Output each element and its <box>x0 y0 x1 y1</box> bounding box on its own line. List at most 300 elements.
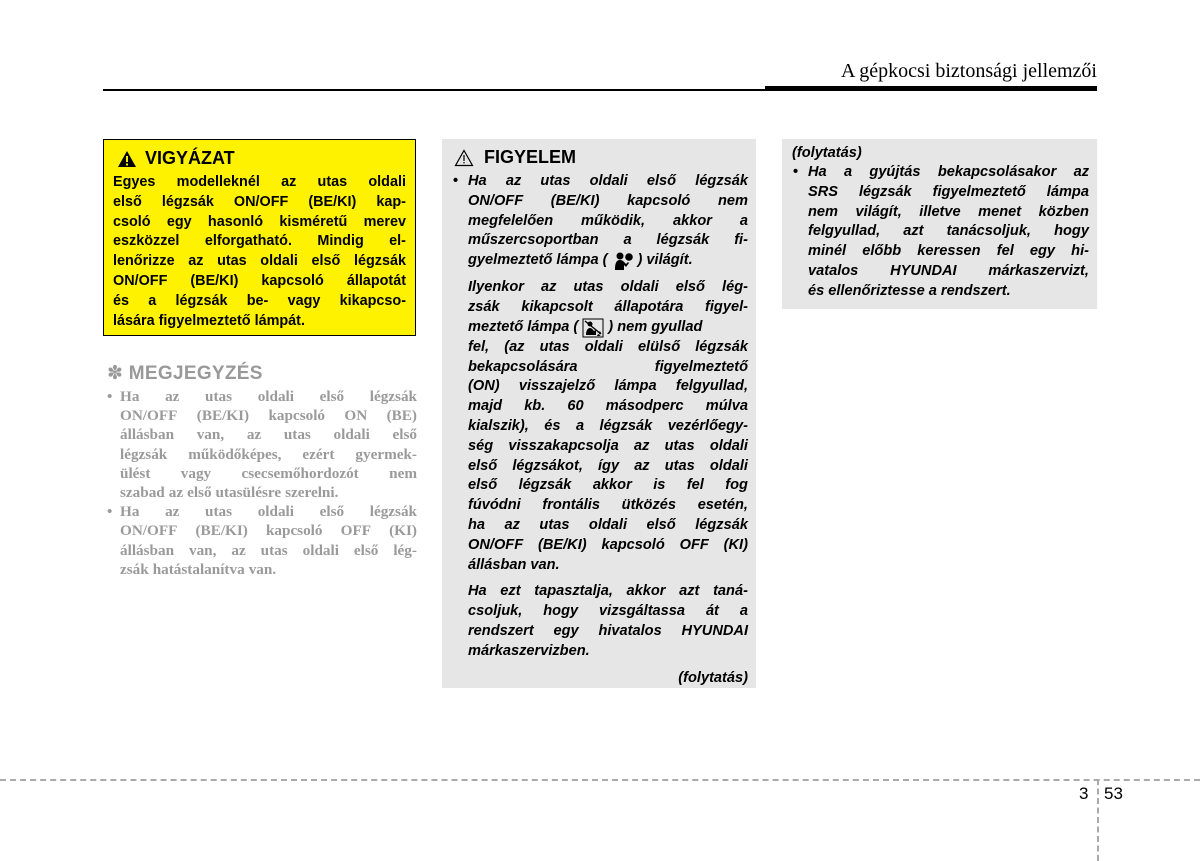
text-line <box>452 516 748 536</box>
word: ezért <box>302 445 335 463</box>
word: utas <box>205 503 233 521</box>
word: (KI) <box>389 522 417 540</box>
word: utas <box>539 338 570 355</box>
word: utas <box>539 516 570 533</box>
word: Egyes <box>113 174 156 190</box>
word: ON <box>344 407 368 425</box>
word: figyel- <box>705 298 748 315</box>
word: utas <box>540 173 571 189</box>
word: légzsák <box>599 417 653 434</box>
word: egy <box>1029 243 1056 260</box>
word: hasonló <box>207 213 264 230</box>
word: légzsákot, <box>512 457 583 474</box>
airbag-off-icon <box>582 318 604 338</box>
word: légzsák <box>518 477 572 494</box>
bullet-marker: • <box>453 173 459 189</box>
word: egy <box>166 213 192 230</box>
word: vizsgáltassa <box>599 603 686 620</box>
text-line <box>107 521 417 540</box>
continuation-box <box>782 139 1097 309</box>
word: az <box>281 174 297 190</box>
note-heading: ✽ MEGJEGYZÉS <box>107 363 263 384</box>
word: hatástalanítva <box>152 560 245 578</box>
page-header-title: A gépkocsi biztonsági jellemzői <box>840 60 1097 82</box>
word: utasülésre <box>215 484 282 502</box>
word: állapotát <box>346 272 406 289</box>
text-line <box>452 417 748 437</box>
word: ON/OFF <box>113 272 168 289</box>
svg-text:2: 2 <box>597 330 602 338</box>
word: az <box>165 388 180 405</box>
word: tapasztalja, <box>534 583 613 600</box>
word: hogy <box>1054 223 1089 240</box>
text-line <box>792 282 1089 302</box>
word: elforgatható. <box>204 233 292 250</box>
airbag-warning-icon <box>612 251 634 271</box>
word: akkor <box>673 212 712 229</box>
word: visszakapcsolja <box>508 437 619 454</box>
word: kapcsoló <box>601 536 665 553</box>
word: első <box>468 457 498 474</box>
word: a <box>739 212 748 229</box>
word: légzsák <box>353 253 406 270</box>
word: ON/OFF <box>120 407 178 425</box>
word: csoljuk, <box>468 603 523 620</box>
word: műszercsoportban <box>468 232 599 249</box>
word: keressen <box>917 243 981 260</box>
word: ütközés <box>621 497 676 514</box>
text-line <box>452 622 748 642</box>
word: hivatalos <box>598 622 662 639</box>
word: Ilyenkor <box>468 279 524 296</box>
text-line <box>452 437 748 457</box>
word: csecsemőhordozót <box>241 464 359 482</box>
word: felgyullad, <box>808 223 881 240</box>
word: ON/OFF <box>468 536 524 553</box>
word: illetve <box>919 203 961 220</box>
text-line <box>107 387 417 406</box>
word: merev <box>363 213 406 230</box>
word: utas <box>217 253 247 270</box>
header-rule-thick <box>765 86 1097 91</box>
word: kikapcso- <box>339 292 406 309</box>
word: az <box>1073 164 1089 180</box>
chapter-number: 3 <box>1079 784 1089 803</box>
word: akkor <box>626 583 666 600</box>
word: vatalos <box>808 262 859 279</box>
text-line <box>792 222 1089 242</box>
word: ON/OFF <box>120 522 178 540</box>
word: légzsák <box>858 183 912 200</box>
word: légzsák <box>695 516 748 533</box>
word: fel <box>996 243 1014 260</box>
word: HYUNDAI <box>890 262 957 279</box>
continuation-heading: (folytatás) <box>792 145 862 161</box>
text-line: meztető lámpa ( 2 ) nem gyullad <box>468 318 703 338</box>
bullet-marker: • <box>107 388 113 405</box>
text-line <box>792 183 1089 203</box>
word: 60 <box>567 398 584 415</box>
word: majd <box>468 398 503 415</box>
word: eszközzel <box>113 233 180 250</box>
word: légzsák <box>369 388 417 405</box>
word: előbb <box>862 243 902 260</box>
word: hogy <box>543 603 579 620</box>
word: utas <box>205 388 233 405</box>
word: oldali <box>260 253 298 270</box>
word: oldali <box>257 503 294 521</box>
word: első <box>392 426 417 444</box>
text-line <box>113 292 406 312</box>
warning-text <box>452 172 748 662</box>
warning-triangle-icon <box>117 150 137 168</box>
word: azt <box>679 583 700 600</box>
word: vagy <box>180 464 212 482</box>
word: márkaszervizt, <box>988 262 1089 279</box>
text-line <box>452 457 748 477</box>
word: (BE/KI) <box>190 272 239 289</box>
word: az <box>541 279 557 296</box>
word: állásban <box>120 426 175 444</box>
word: légzsák <box>175 292 228 309</box>
word: kb. <box>524 398 546 415</box>
bullet-marker: • <box>107 503 113 521</box>
word: első <box>646 516 676 533</box>
word: lenőrizze <box>113 253 175 270</box>
word: Ha <box>120 503 140 521</box>
word: nem <box>808 203 839 220</box>
word: utas <box>573 279 604 296</box>
text-line <box>113 213 406 233</box>
word: van, <box>188 541 217 559</box>
word: szerelni. <box>285 484 339 502</box>
text-line <box>452 231 748 251</box>
warning-heading <box>454 147 748 168</box>
text-line <box>113 193 406 213</box>
word: ON/OFF <box>468 192 524 209</box>
word: hi- <box>1071 243 1089 260</box>
word: is <box>653 477 666 494</box>
word: gyermek- <box>355 445 417 463</box>
word: oldali <box>257 388 294 405</box>
word: kikapcsolt <box>521 298 593 315</box>
word: oldali <box>709 437 748 454</box>
text-line <box>452 476 748 496</box>
text-line <box>113 312 406 332</box>
text-line <box>452 358 748 378</box>
word: szabad <box>120 484 165 502</box>
word: működik, <box>581 212 646 229</box>
word: (KI) <box>723 536 748 553</box>
word: vagy <box>287 292 321 309</box>
word: (BE/KI) <box>537 536 587 553</box>
bullet-marker: • <box>793 164 799 180</box>
note-list-item <box>107 387 417 502</box>
word: lására <box>113 312 155 329</box>
word: SRS <box>808 183 839 200</box>
text-line: gyelmeztető lámpa ( ) világít. <box>452 251 748 271</box>
word: azt <box>903 223 924 240</box>
word: esetén, <box>697 497 748 514</box>
word: lég- <box>393 541 417 559</box>
word: frontális <box>542 497 600 514</box>
text-line <box>452 496 748 516</box>
note-list-item <box>107 502 417 579</box>
word: zsák <box>120 560 149 578</box>
word: felgyullad, <box>675 378 748 395</box>
word: gyújtás <box>869 164 921 180</box>
word: ség <box>468 437 494 454</box>
text-line <box>107 445 417 464</box>
warning-outline-icon <box>454 149 474 167</box>
caution-text <box>113 173 406 331</box>
footer-dashed-rule <box>0 779 1200 781</box>
note-section <box>107 362 417 579</box>
word: légzsák <box>695 173 748 189</box>
word: a <box>739 603 748 620</box>
word: (ON) <box>468 378 500 395</box>
word: oldali <box>589 173 628 189</box>
word: utas <box>260 541 288 559</box>
word: lámpa <box>614 378 657 395</box>
text-line <box>107 483 417 502</box>
word: Ha <box>468 583 487 600</box>
word: a <box>575 417 585 434</box>
word: első <box>353 541 379 559</box>
word: lámpát. <box>254 312 305 329</box>
text-line <box>107 425 417 444</box>
word: első <box>468 477 498 494</box>
word: kialszik), <box>468 417 529 434</box>
text-line <box>452 556 748 576</box>
word: és <box>808 282 825 299</box>
word: csoló <box>113 213 151 230</box>
text-line <box>452 536 748 556</box>
word: és <box>113 292 130 309</box>
text-line <box>452 582 748 602</box>
word: el- <box>389 233 406 250</box>
word: légzsák <box>369 503 417 521</box>
warning-title: FIGYELEM <box>484 147 577 167</box>
word: (az <box>504 338 525 355</box>
word: elülső <box>637 338 681 355</box>
word: rendszert. <box>940 282 1011 299</box>
word: az <box>168 484 184 502</box>
word: így <box>597 457 620 474</box>
word: Ha <box>808 164 827 180</box>
word: ha <box>468 516 486 533</box>
word: az <box>231 541 246 559</box>
word: kapcsoló <box>265 522 323 540</box>
word: kisméretű <box>279 213 348 230</box>
word: a <box>928 282 937 299</box>
word: Ha <box>120 388 140 405</box>
word: első <box>319 503 345 521</box>
word: légzsák <box>161 193 214 210</box>
note-text <box>107 387 417 579</box>
text-line <box>452 397 748 417</box>
word: tanácsoljuk, <box>946 223 1031 240</box>
word: a <box>843 164 853 180</box>
word: első <box>675 279 705 296</box>
text-line <box>113 252 406 272</box>
word: oldali <box>368 174 406 190</box>
text-line <box>452 602 748 622</box>
word: a <box>148 292 157 309</box>
word: zsák <box>468 298 500 315</box>
word: (BE/KI) <box>308 193 357 210</box>
word: fel, <box>468 338 490 355</box>
word: közben <box>1038 203 1089 220</box>
word: légzsák <box>120 445 168 463</box>
word: vezérlőegy- <box>667 417 748 434</box>
text-line <box>452 338 748 358</box>
word: utas <box>664 457 695 474</box>
text-line <box>792 242 1089 262</box>
word: múlva <box>705 398 748 415</box>
text-line <box>792 262 1089 282</box>
word: taná- <box>713 583 748 600</box>
text-line <box>113 173 406 193</box>
word: bekapcsolására <box>468 358 578 375</box>
word: a <box>623 232 632 249</box>
text-line <box>113 232 406 252</box>
text-line <box>452 172 748 192</box>
word: (BE/KI) <box>550 192 600 209</box>
text-line <box>792 163 1089 183</box>
word: működőképes, <box>188 445 282 463</box>
word: légzsák <box>656 232 710 249</box>
word: be- <box>246 292 269 309</box>
word: az <box>246 426 262 444</box>
continued-label: (folytatás) <box>678 669 748 686</box>
word: HYUNDAI <box>681 622 748 639</box>
word: kapcsoló <box>261 272 324 289</box>
word: állapotára <box>614 298 684 315</box>
word: és <box>544 417 561 434</box>
word: első <box>319 388 345 405</box>
caution-heading <box>117 148 406 169</box>
word: oldali <box>302 541 339 559</box>
text-line <box>452 278 748 298</box>
text-line <box>107 464 417 483</box>
word: ellenőriztesse <box>828 282 925 299</box>
word: van, <box>196 426 225 444</box>
word: oldali <box>709 457 748 474</box>
word: az <box>504 516 520 533</box>
word: van. <box>530 556 560 573</box>
word: első <box>646 173 677 189</box>
word: világít, <box>855 203 902 220</box>
word: Ha <box>468 173 487 189</box>
word: nem <box>389 464 417 482</box>
word: utas <box>664 437 695 454</box>
word: oldali <box>588 516 628 533</box>
word: át <box>705 603 719 620</box>
text-line <box>113 272 406 292</box>
text-line <box>452 642 748 662</box>
word: kapcsoló <box>268 407 326 425</box>
word: nem <box>717 192 748 209</box>
text-line <box>107 502 417 521</box>
word: lámpa <box>1046 183 1089 200</box>
text-line <box>452 192 748 212</box>
word: kap- <box>376 193 406 210</box>
word: utas <box>283 426 311 444</box>
word: márkaszervizben. <box>468 642 590 659</box>
word: első <box>311 253 341 270</box>
word: modelleknél <box>176 174 260 190</box>
word: minél <box>808 243 847 260</box>
word: az <box>165 503 180 521</box>
word: (BE/KI) <box>195 522 248 540</box>
word: utas <box>317 174 348 190</box>
word: oldali <box>584 338 623 355</box>
text-line <box>107 406 417 425</box>
text-line <box>452 377 748 397</box>
word: ON/OFF <box>233 193 289 210</box>
word: egy <box>553 622 579 639</box>
warning-box <box>442 139 756 688</box>
word: akkor <box>592 477 632 494</box>
text-line <box>452 298 748 318</box>
word: figyelmeztető <box>654 358 748 375</box>
word: OFF <box>340 522 371 540</box>
word: van. <box>248 560 277 578</box>
text-line <box>107 541 417 560</box>
word: fel <box>686 477 704 494</box>
word: oldali <box>620 279 659 296</box>
word: légzsák <box>695 338 748 355</box>
word: kapcsoló <box>627 192 691 209</box>
word: az <box>505 173 522 189</box>
word: (BE) <box>386 407 417 425</box>
word: lég- <box>722 279 748 296</box>
word: másodperc <box>605 398 684 415</box>
word: első <box>113 193 142 210</box>
word: fi- <box>734 232 748 249</box>
word: (BE/KI) <box>196 407 250 425</box>
word: az <box>633 437 650 454</box>
word: fúvódni <box>468 497 521 514</box>
page-number: 53 <box>1104 784 1123 803</box>
continuation-text <box>792 163 1089 302</box>
word: figyelmeztető <box>158 312 251 329</box>
word: ezt <box>500 583 521 600</box>
text-line <box>792 203 1089 223</box>
word: megfelelően <box>468 212 554 229</box>
word: állásban <box>120 541 175 559</box>
word: bekapcsolásakor <box>937 164 1057 180</box>
word: oldali <box>333 426 370 444</box>
caution-box <box>103 139 416 336</box>
word: fog <box>725 477 748 494</box>
text-line <box>107 560 417 579</box>
word: figyelmeztető <box>932 183 1026 200</box>
word: első <box>187 484 212 502</box>
word: Mindig <box>317 233 364 250</box>
word: rendszert <box>468 622 534 639</box>
caution-title: VIGYÁZAT <box>145 148 235 168</box>
word: OFF <box>679 536 709 553</box>
word: állásban <box>468 556 527 573</box>
word: az <box>634 457 650 474</box>
word: ülést <box>120 464 151 482</box>
word: visszajelző <box>518 378 596 395</box>
footer-dashed-divider <box>1097 779 1099 861</box>
word: menet <box>978 203 1022 220</box>
word: az <box>188 253 204 270</box>
